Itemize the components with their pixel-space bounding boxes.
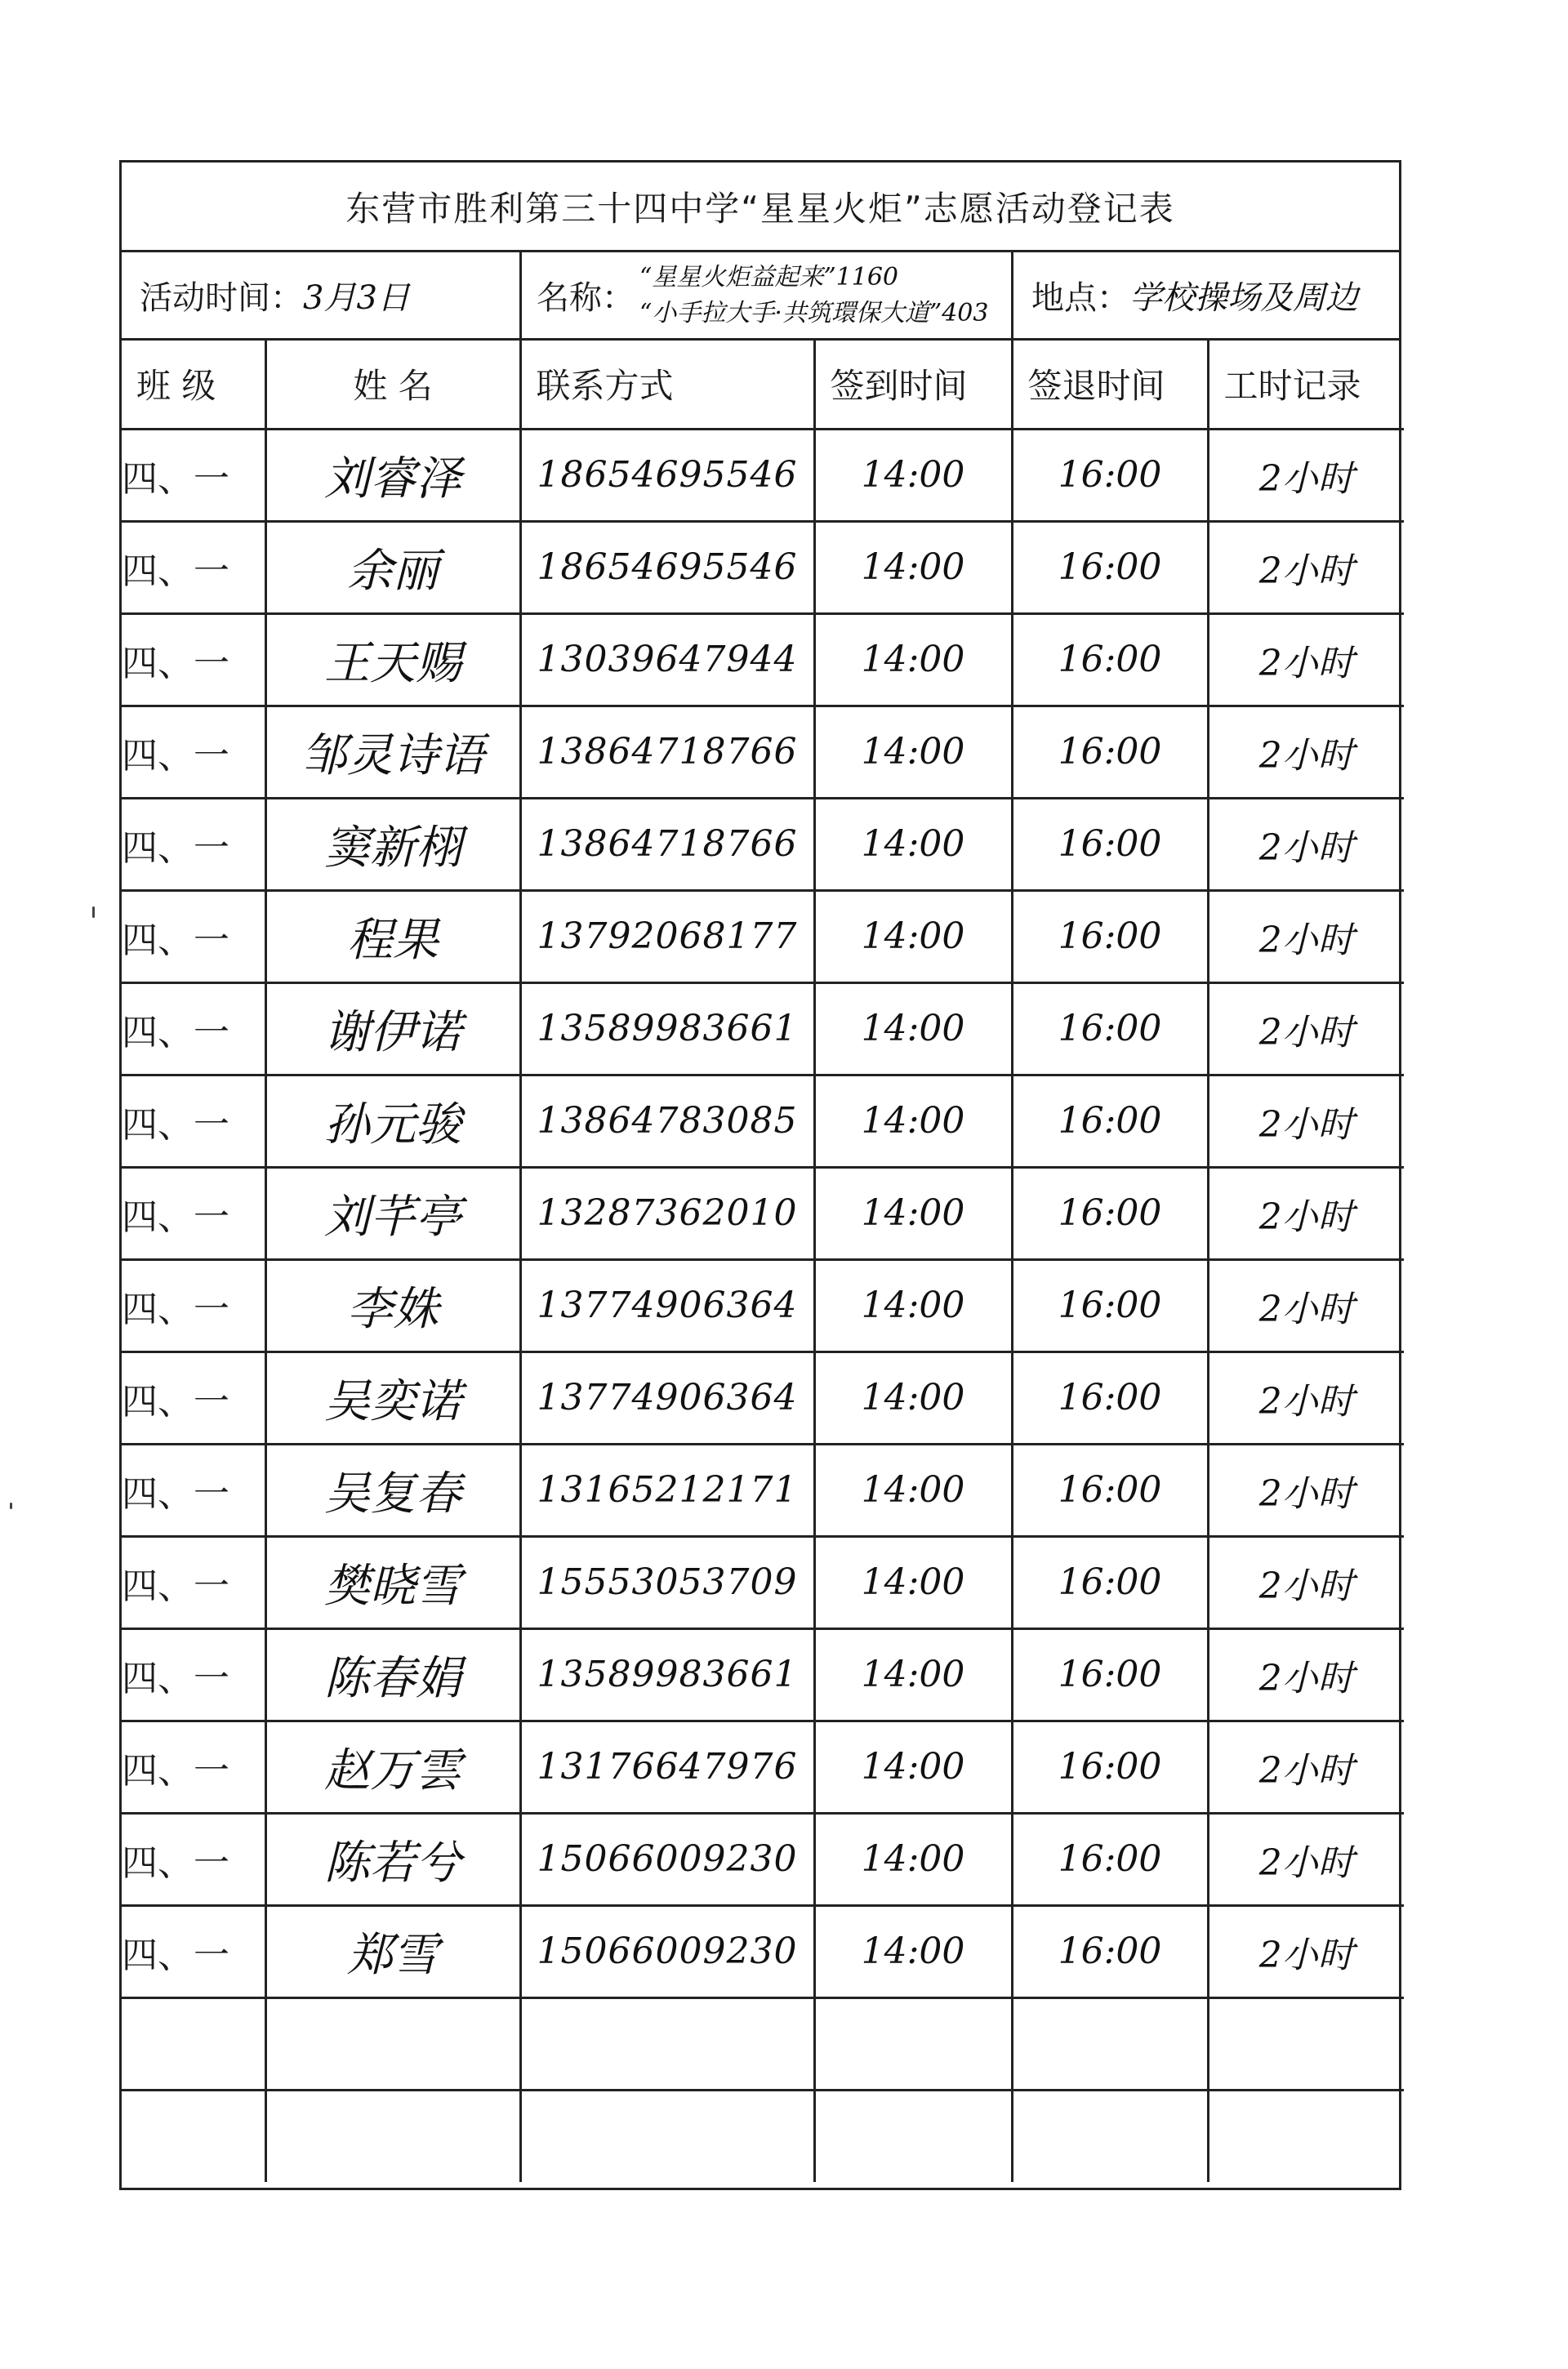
hours-cell: 2小时 — [1208, 429, 1404, 521]
activity-name-label: 名称： — [537, 279, 635, 317]
phone-cell: 18654695546 — [520, 521, 814, 613]
header-sign-out: 签退时间 — [1012, 341, 1208, 429]
sign-in-cell: 14:00 — [814, 613, 1012, 706]
hours-cell: 2小时 — [1208, 1444, 1404, 1536]
table-row — [122, 1351, 1404, 1444]
table-body — [122, 429, 1404, 2182]
phone-cell: 13864718766 — [520, 706, 814, 798]
name-cell: 谢伊诺 — [265, 982, 520, 1075]
hours-cell: 2小时 — [1208, 982, 1404, 1075]
sign-in-cell: 14:00 — [814, 521, 1012, 613]
phone-cell: 15066009230 — [520, 1813, 814, 1905]
class-cell: 四、一 — [122, 1167, 265, 1259]
sign-out-cell: 16:00 — [1012, 1351, 1208, 1444]
activity-name-cell — [522, 252, 1013, 338]
class-cell: 四、一 — [122, 613, 265, 706]
name-cell: 刘睿泽 — [265, 429, 520, 521]
sign-out-cell: 16:00 — [1012, 798, 1208, 890]
hours-cell: 2小时 — [1208, 1536, 1404, 1628]
phone-cell — [520, 2090, 814, 2182]
phone-cell: 13792068177 — [520, 890, 814, 982]
form-title: 东营市胜利第三十四中学“星星火炬”志愿活动登记表 — [122, 163, 1399, 252]
name-cell: 李姝 — [265, 1259, 520, 1351]
registration-form — [119, 160, 1401, 2190]
sign-in-cell: 14:00 — [814, 890, 1012, 982]
sign-out-cell: 16:00 — [1012, 613, 1208, 706]
table-row — [122, 1628, 1404, 1721]
sign-in-cell: 14:00 — [814, 1167, 1012, 1259]
phone-cell: 13589983661 — [520, 982, 814, 1075]
location-label: 地点： — [1031, 279, 1129, 317]
sign-in-cell: 14:00 — [814, 1721, 1012, 1813]
hours-cell — [1208, 2090, 1404, 2182]
name-cell: 邹灵诗语 — [265, 706, 520, 798]
name-cell: 陈若兮 — [265, 1813, 520, 1905]
class-cell: 四、一 — [122, 706, 265, 798]
phone-cell: 13589983661 — [520, 1628, 814, 1721]
name-cell — [265, 1997, 520, 2090]
phone-cell: 18654695546 — [520, 429, 814, 521]
name-cell: 窦新栩 — [265, 798, 520, 890]
sign-out-cell: 16:00 — [1012, 1628, 1208, 1721]
table-row — [122, 2090, 1404, 2182]
sign-in-cell — [814, 1997, 1012, 2090]
phone-cell: 13774906364 — [520, 1259, 814, 1351]
sign-out-cell — [1012, 1997, 1208, 2090]
sign-out-cell: 16:00 — [1012, 1259, 1208, 1351]
info-row — [122, 252, 1399, 341]
sign-in-cell: 14:00 — [814, 1259, 1012, 1351]
hours-cell: 2小时 — [1208, 1075, 1404, 1167]
name-cell: 樊晓雪 — [265, 1536, 520, 1628]
sign-out-cell: 16:00 — [1012, 429, 1208, 521]
class-cell: 四、一 — [122, 1351, 265, 1444]
table-row — [122, 706, 1404, 798]
location-cell — [1013, 252, 1404, 338]
activity-name-value-2: “小手拉大手·共筑環保大道”403 — [639, 298, 989, 327]
sign-out-cell: 16:00 — [1012, 1167, 1208, 1259]
sign-in-cell: 14:00 — [814, 1075, 1012, 1167]
activity-time-value: 3月3日 — [303, 279, 410, 317]
table-row — [122, 798, 1404, 890]
hours-cell: 2小时 — [1208, 521, 1404, 613]
name-cell: 赵万雲 — [265, 1721, 520, 1813]
table-row — [122, 1721, 1404, 1813]
table-row — [122, 1167, 1404, 1259]
hours-cell: 2小时 — [1208, 706, 1404, 798]
header-sign-in: 签到时间 — [814, 341, 1012, 429]
name-cell: 孙元骏 — [265, 1075, 520, 1167]
name-cell: 程果 — [265, 890, 520, 982]
class-cell: 四、一 — [122, 1721, 265, 1813]
header-hours: 工时记录 — [1208, 341, 1404, 429]
sign-in-cell: 14:00 — [814, 1536, 1012, 1628]
phone-cell: 13864783085 — [520, 1075, 814, 1167]
class-cell — [122, 2090, 265, 2182]
sign-in-cell: 14:00 — [814, 706, 1012, 798]
sign-out-cell: 16:00 — [1012, 890, 1208, 982]
class-cell: 四、一 — [122, 1444, 265, 1536]
phone-cell: 13176647976 — [520, 1721, 814, 1813]
table-row — [122, 1536, 1404, 1628]
phone-cell: 13864718766 — [520, 798, 814, 890]
phone-cell: 13774906364 — [520, 1351, 814, 1444]
sign-in-cell: 14:00 — [814, 1905, 1012, 1997]
sign-in-cell: 14:00 — [814, 1351, 1012, 1444]
activity-time-label: 活动时间： — [140, 279, 303, 317]
name-cell: 吴复春 — [265, 1444, 520, 1536]
name-cell: 郑雪 — [265, 1905, 520, 1997]
sign-out-cell: 16:00 — [1012, 1905, 1208, 1997]
class-cell: 四、一 — [122, 982, 265, 1075]
table-header-row — [122, 341, 1404, 429]
table-row — [122, 1997, 1404, 2090]
table-row — [122, 1075, 1404, 1167]
sign-in-cell: 14:00 — [814, 429, 1012, 521]
class-cell: 四、一 — [122, 1536, 265, 1628]
hours-cell: 2小时 — [1208, 1905, 1404, 1997]
name-cell: 余丽 — [265, 521, 520, 613]
table-row — [122, 1813, 1404, 1905]
phone-cell: 15553053709 — [520, 1536, 814, 1628]
class-cell: 四、一 — [122, 890, 265, 982]
activity-name-value-1: “星星火炬益起来”1160 — [639, 262, 899, 292]
class-cell — [122, 1997, 265, 2090]
class-cell: 四、一 — [122, 1075, 265, 1167]
hours-cell: 2小时 — [1208, 1628, 1404, 1721]
table-row — [122, 1905, 1404, 1997]
stray-ink-mark — [10, 1503, 12, 1509]
hours-cell: 2小时 — [1208, 1721, 1404, 1813]
table-row — [122, 890, 1404, 982]
sign-out-cell: 16:00 — [1012, 1075, 1208, 1167]
activity-name-values — [639, 260, 988, 332]
class-cell: 四、一 — [122, 521, 265, 613]
hours-cell: 2小时 — [1208, 1351, 1404, 1444]
table-row — [122, 1444, 1404, 1536]
table-row — [122, 1259, 1404, 1351]
header-contact: 联系方式 — [520, 341, 814, 429]
table-row — [122, 982, 1404, 1075]
sign-out-cell — [1012, 2090, 1208, 2182]
hours-cell: 2小时 — [1208, 1813, 1404, 1905]
sign-in-cell: 14:00 — [814, 1813, 1012, 1905]
sign-out-cell: 16:00 — [1012, 982, 1208, 1075]
name-cell: 陈春娟 — [265, 1628, 520, 1721]
table-row — [122, 613, 1404, 706]
sign-out-cell: 16:00 — [1012, 706, 1208, 798]
sign-out-cell: 16:00 — [1012, 1813, 1208, 1905]
sign-out-cell: 16:00 — [1012, 1536, 1208, 1628]
phone-cell: 13165212171 — [520, 1444, 814, 1536]
sign-in-cell: 14:00 — [814, 1444, 1012, 1536]
name-cell: 王天赐 — [265, 613, 520, 706]
volunteer-table — [122, 341, 1404, 2182]
hours-cell: 2小时 — [1208, 613, 1404, 706]
activity-time-cell — [122, 252, 522, 338]
activity-name-block — [537, 260, 988, 332]
name-cell: 吴奕诺 — [265, 1351, 520, 1444]
sign-out-cell: 16:00 — [1012, 521, 1208, 613]
sign-out-cell: 16:00 — [1012, 1721, 1208, 1813]
table-row — [122, 429, 1404, 521]
phone-cell: 13287362010 — [520, 1167, 814, 1259]
sign-in-cell — [814, 2090, 1012, 2182]
hours-cell: 2小时 — [1208, 1167, 1404, 1259]
header-class: 班 级 — [122, 341, 265, 429]
hours-cell — [1208, 1997, 1404, 2090]
class-cell: 四、一 — [122, 1259, 265, 1351]
phone-cell — [520, 1997, 814, 2090]
class-cell: 四、一 — [122, 1813, 265, 1905]
hours-cell: 2小时 — [1208, 798, 1404, 890]
sign-in-cell: 14:00 — [814, 798, 1012, 890]
stray-ink-mark — [92, 906, 95, 918]
phone-cell: 13039647944 — [520, 613, 814, 706]
name-cell: 刘芊亭 — [265, 1167, 520, 1259]
hours-cell: 2小时 — [1208, 890, 1404, 982]
class-cell: 四、一 — [122, 798, 265, 890]
sign-in-cell: 14:00 — [814, 982, 1012, 1075]
sign-in-cell: 14:00 — [814, 1628, 1012, 1721]
hours-cell: 2小时 — [1208, 1259, 1404, 1351]
table-row — [122, 521, 1404, 613]
class-cell: 四、一 — [122, 1628, 265, 1721]
class-cell: 四、一 — [122, 429, 265, 521]
location-value: 学校操场及周边 — [1129, 279, 1358, 317]
class-cell: 四、一 — [122, 1905, 265, 1997]
name-cell — [265, 2090, 520, 2182]
header-name: 姓 名 — [265, 341, 520, 429]
phone-cell: 15066009230 — [520, 1905, 814, 1997]
sign-out-cell: 16:00 — [1012, 1444, 1208, 1536]
